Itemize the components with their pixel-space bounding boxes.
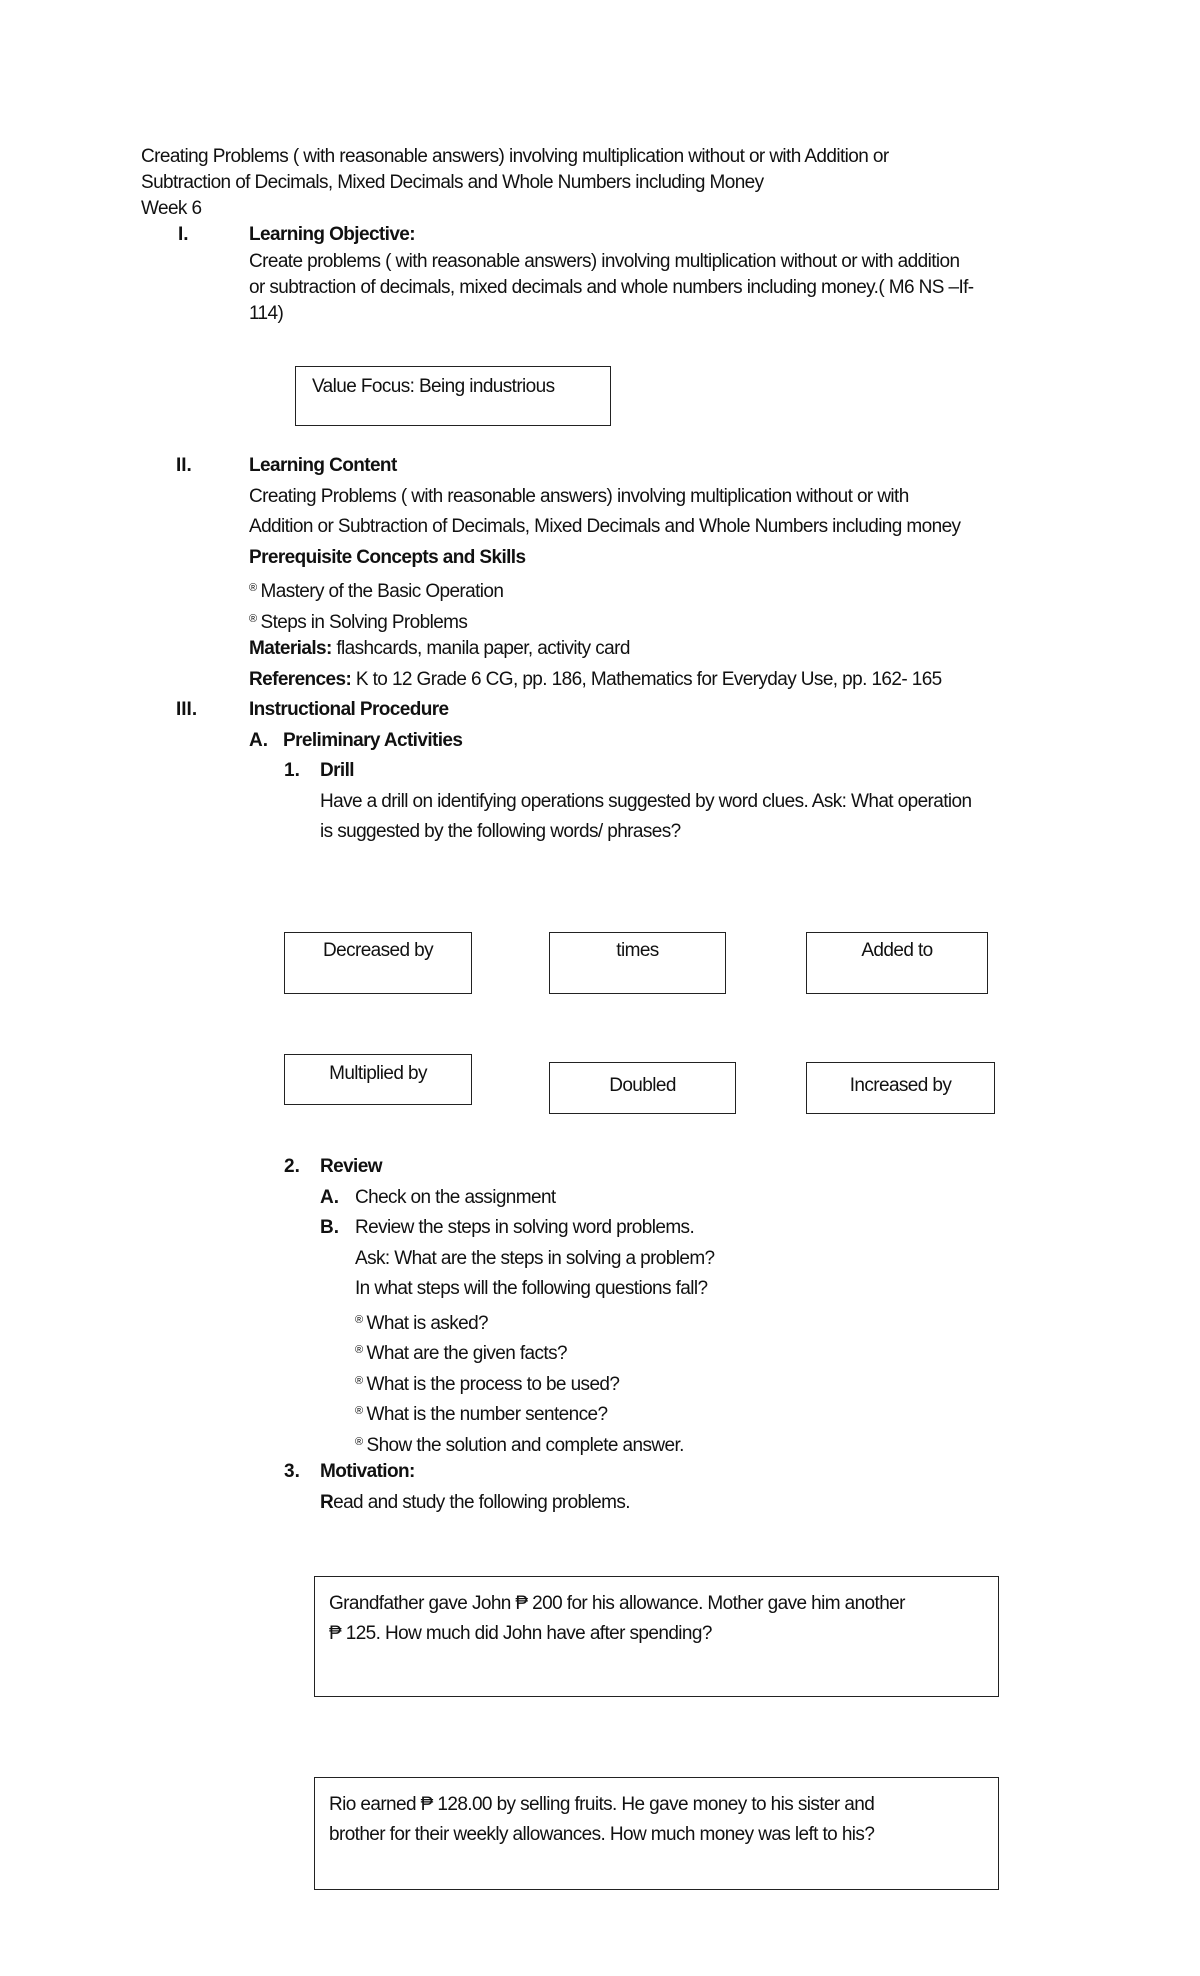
word-clue-box (284, 932, 472, 994)
word-clue-text: Multiplied by (329, 1063, 427, 1084)
bullet-icon: ® (355, 1344, 363, 1356)
section-3-numeral: III. (176, 699, 198, 720)
review-question: ® What is the process to be used? (355, 1374, 620, 1395)
value-focus-box (295, 366, 611, 426)
problem-line-1: Grandfather gave John ₱ 200 for his allowance. Mother gave him another (329, 1593, 905, 1614)
references-line (249, 667, 942, 693)
review-question: ® Show the solution and complete answer. (355, 1435, 684, 1456)
materials-line (249, 636, 630, 662)
word-clue-text: Doubled (609, 1075, 676, 1096)
review-item-b-line-3: In what steps will the following questions fall? (355, 1278, 708, 1299)
review-item-a: Check on the assignment (355, 1187, 556, 1208)
word-clue-text: Added to (861, 940, 933, 961)
section-1-numeral: I. (178, 224, 189, 245)
objective-line-3: 114) (249, 303, 284, 324)
motivation-intro: Read and study the following problems. (320, 1492, 630, 1513)
word-clue-box (549, 1062, 736, 1114)
review-item-b-line-2: Ask: What are the steps in solving a problem? (355, 1248, 715, 1269)
problem-line-1: Rio earned ₱ 128.00 by selling fruits. He gave money to his sister and (329, 1794, 875, 1815)
problem-box (314, 1777, 999, 1890)
review-question: ® What are the given facts? (355, 1343, 567, 1364)
bullet-icon: ® (249, 582, 257, 594)
word-clue-text: Increased by (849, 1075, 952, 1096)
objective-line-1: Create problems ( with reasonable answers) involving multiplication without or with addition (249, 251, 960, 272)
week-label: Week 6 (141, 198, 202, 219)
review-heading: Review (320, 1156, 382, 1177)
prereq-item: ® Mastery of the Basic Operation (249, 581, 504, 602)
word-clue-box (284, 1054, 472, 1105)
bullet-icon: ® (355, 1314, 363, 1326)
document-title-line-2: Subtraction of Decimals, Mixed Decimals and Whole Numbers including Money (141, 172, 764, 193)
review-item-b-line-1: Review the steps in solving word problems. (355, 1217, 695, 1238)
value-focus-text: Value Focus: Being industrious (312, 376, 555, 397)
problem-line-2: ₱ 125. How much did John have after spending? (329, 1623, 712, 1644)
prereq-heading: Prerequisite Concepts and Skills (249, 547, 526, 568)
review-number: 2. (284, 1156, 300, 1177)
word-clue-text: times (616, 940, 659, 961)
sub-a-heading: Preliminary Activities (283, 730, 463, 751)
references-value: K to 12 Grade 6 CG, pp. 186, Mathematics for Everyday Use, pp. 162- 165 (351, 669, 942, 690)
objective-line-2: or subtraction of decimals, mixed decimals and whole numbers including money.( M6 NS –If- (249, 277, 974, 298)
drill-number: 1. (284, 760, 300, 781)
word-clue-box (806, 1062, 995, 1114)
problem-box (314, 1576, 999, 1697)
bullet-icon: ® (355, 1405, 363, 1417)
word-clue-box (549, 932, 726, 994)
review-item-a-letter: A. (320, 1187, 339, 1208)
bullet-icon: ® (355, 1375, 363, 1387)
problem-line-2: brother for their weekly allowances. How much money was left to his? (329, 1824, 875, 1845)
drill-line-1: Have a drill on identifying operations suggested by word clues. Ask: What operation (320, 791, 972, 812)
drill-line-2: is suggested by the following words/ phrases? (320, 821, 681, 842)
drill-heading: Drill (320, 760, 354, 781)
section-3-heading: Instructional Procedure (249, 699, 449, 720)
bullet-icon: ® (249, 613, 257, 625)
sub-a-letter: A. (249, 730, 268, 751)
word-clue-text: Decreased by (322, 940, 434, 961)
review-item-b-letter: B. (320, 1217, 339, 1238)
materials-value: flashcards, manila paper, activity card (331, 638, 630, 659)
prereq-item: ® Steps in Solving Problems (249, 612, 468, 633)
motivation-heading: Motivation: (320, 1461, 415, 1482)
review-question: ® What is the number sentence? (355, 1404, 608, 1425)
content-line-1: Creating Problems ( with reasonable answers) involving multiplication without or with (249, 486, 909, 507)
document-title-line-1: Creating Problems ( with reasonable answers) involving multiplication without or with Addition or (141, 146, 889, 167)
section-2-heading: Learning Content (249, 455, 397, 476)
section-1-heading: Learning Objective: (249, 224, 415, 245)
motivation-number: 3. (284, 1461, 300, 1482)
section-2-numeral: II. (176, 455, 192, 476)
review-question: ® What is asked? (355, 1313, 489, 1334)
word-clue-box (806, 932, 988, 994)
content-line-2: Addition or Subtraction of Decimals, Mixed Decimals and Whole Numbers including money (249, 516, 961, 537)
references-label: References: (249, 669, 352, 690)
materials-label: Materials: (249, 638, 332, 659)
bullet-icon: ® (355, 1436, 363, 1448)
